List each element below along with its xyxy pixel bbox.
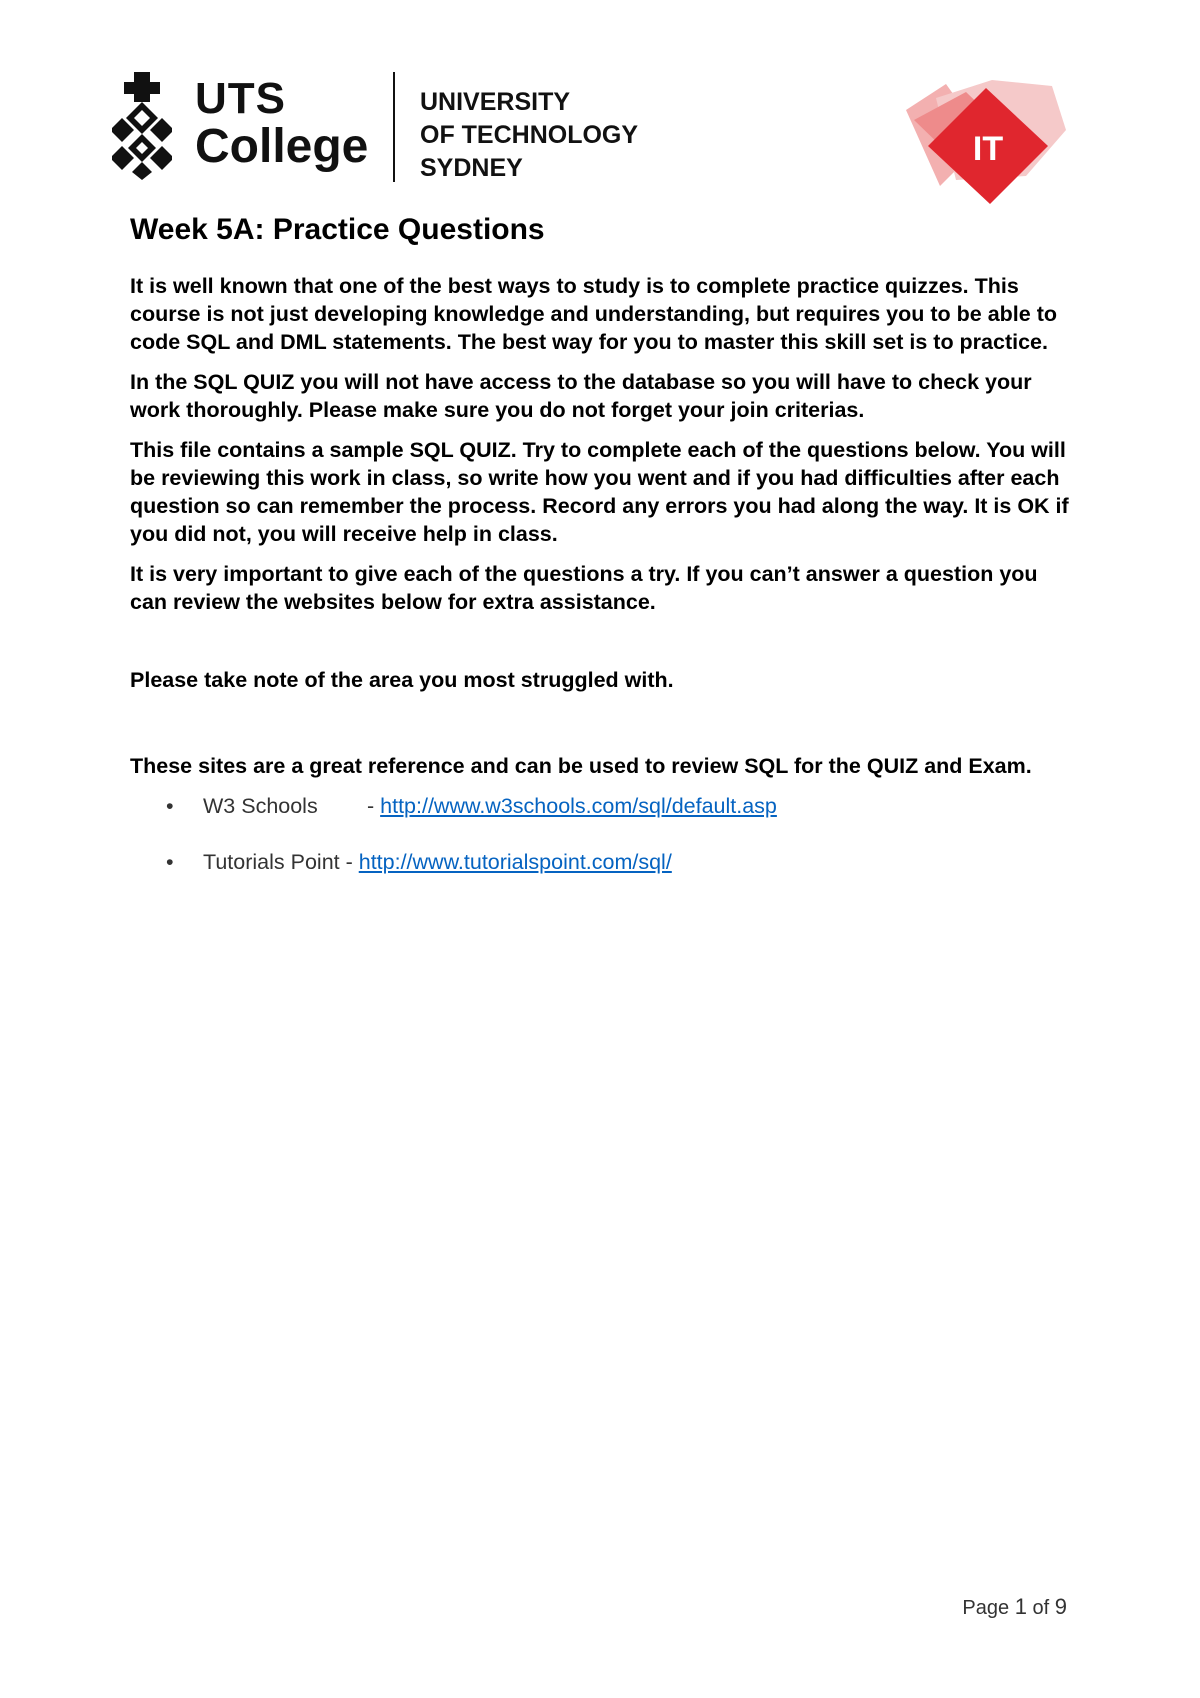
reference-links-list <box>130 792 1080 876</box>
it-badge-label: IT <box>972 130 1004 168</box>
sample-quiz-paragraph: This file contains a sample SQL QUIZ. Try to complete each of the questions below. You will be reviewing this work in class, so write how you went and if you had difficulties after each question so can remember the process. Record any errors you had along the way. It is OK if you did not, you will receive help in class. <box>130 438 1069 546</box>
link-separator: - <box>367 794 381 818</box>
logo-divider <box>393 72 395 182</box>
page-footer <box>962 1594 1067 1620</box>
site-name-tutorialspoint: Tutorials Point <box>203 850 340 874</box>
document-body <box>130 210 1080 904</box>
intro-paragraph: It is well known that one of the best ways to study is to complete practice quizzes. This course is not just developing knowledge and understanding, but requires you to be able to code SQL and DML statements. The best way for you to master this skill set is to practice. <box>130 274 1057 354</box>
of-word: of <box>1032 1597 1050 1619</box>
university-name <box>420 86 638 185</box>
uts-wordmark-line1: UTS <box>195 74 286 123</box>
bullet-icon: • <box>166 850 174 874</box>
importance-paragraph: It is very important to give each of the questions a try. If you can’t answer a question you can review the websites below for extra assistance. <box>130 562 1038 614</box>
bullet-icon: • <box>166 794 174 818</box>
page-word: Page <box>962 1597 1010 1619</box>
tutorialspoint-link[interactable]: http://www.tutorialspoint.com/sql/ <box>358 850 672 874</box>
university-line: SYDNEY <box>420 154 523 182</box>
quiz-access-paragraph: In the SQL QUIZ you will not have access to the database so you will have to check your work thoroughly. Please make sure you do not forget your join criterias. <box>130 370 1032 422</box>
link-separator: - <box>339 850 359 874</box>
total-pages: 9 <box>1054 1594 1067 1619</box>
struggle-note: Please take note of the area you most struggled with. <box>130 668 674 692</box>
uts-college-wordmark <box>195 76 368 172</box>
w3schools-link[interactable]: http://www.w3schools.com/sql/default.asp <box>380 794 777 818</box>
site-name-w3schools: W3 Schools <box>203 794 318 818</box>
page-number: 1 <box>1014 1594 1027 1619</box>
list-item <box>130 848 1080 876</box>
list-item <box>130 792 1080 820</box>
uts-wordmark-line2: College <box>195 120 369 173</box>
uts-college-logo <box>112 68 652 188</box>
page-title: Week 5A: Practice Questions <box>130 213 545 246</box>
uts-emblem-icon <box>112 72 172 180</box>
university-line: OF TECHNOLOGY <box>420 121 639 149</box>
university-line: UNIVERSITY <box>420 88 571 116</box>
references-intro: These sites are a great reference and can be used to review SQL for the QUIZ and Exam. <box>130 754 1032 778</box>
it-badge-logo <box>906 80 1066 210</box>
